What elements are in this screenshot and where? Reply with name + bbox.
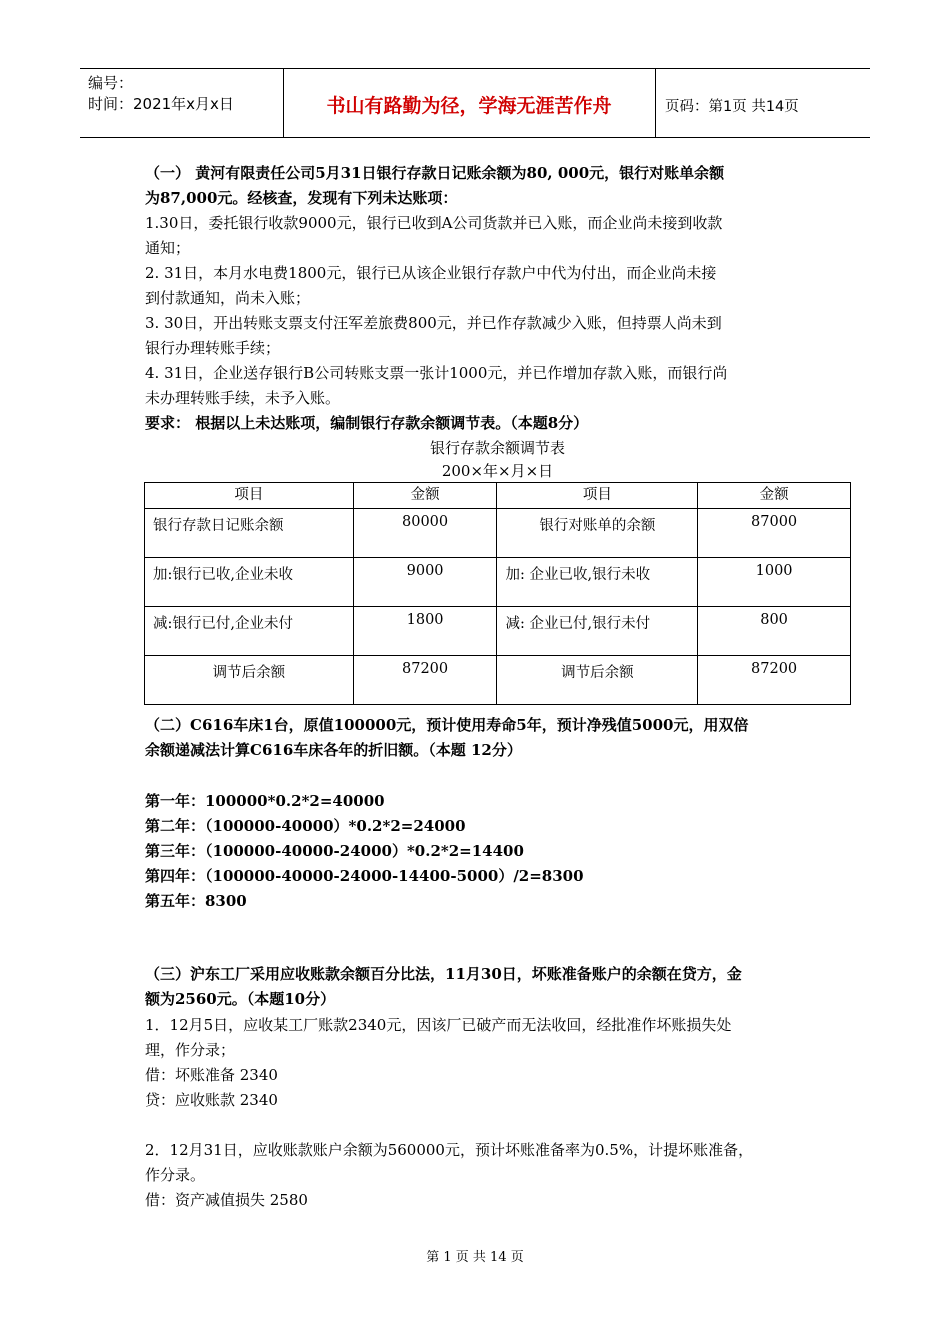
- table-cell: 9000: [353, 558, 497, 607]
- section1-item: 2. 31日，本月水电费1800元，银行已从该企业银行存款户中代为付出，而企业尚未接: [145, 264, 717, 282]
- section1-item: 到付款通知，尚未入账；: [145, 289, 311, 307]
- table-header-cell: 项目: [497, 483, 698, 509]
- table-cell: 加: 企业已收,银行未收: [497, 558, 698, 607]
- section1-item: 银行办理转账手续；: [145, 339, 281, 357]
- header-meta: [88, 73, 234, 115]
- reconciliation-table: [144, 482, 851, 705]
- section3-question: 作分录。: [145, 1166, 206, 1184]
- section1-item: 未办理转账手续，未予入账。: [145, 389, 341, 407]
- depreciation-year: 第三年：（100000-40000-24000）*0.2*2=14400: [145, 842, 524, 860]
- section3-title: （三）沪东工厂采用应收账款余额百分比法，11月30日，坏账准备账户的余额在贷方，金: [145, 965, 742, 983]
- table-cell: 调节后余额: [145, 656, 354, 705]
- table-row: [145, 607, 851, 656]
- table-cell: 减:银行已付,企业未付: [145, 607, 354, 656]
- table-row: [145, 509, 851, 558]
- table-cell: 800: [698, 607, 851, 656]
- table-cell: 87200: [353, 656, 497, 705]
- table-cell: 80000: [353, 509, 497, 558]
- table-cell: 1800: [353, 607, 497, 656]
- table-date: 200×年×月×日: [441, 462, 554, 480]
- section2-title: 余额递减法计算C616车床各年的折旧额。（本题 12分）: [145, 741, 522, 759]
- section1-item: 4. 31日，企业送存银行B公司转账支票一张计1000元，并已作增加存款入账，而银行尚: [145, 364, 728, 382]
- table-title: 银行存款余额调节表: [429, 439, 565, 457]
- header-page-info: 页码：第1页 共14页: [665, 99, 799, 115]
- page-footer: 第 1 页 共 14 页: [426, 1250, 524, 1265]
- table-cell: 调节后余额: [497, 656, 698, 705]
- section2-title: （二）C616车床1台，原值100000元，预计使用寿命5年，预计净残值5000元，用双倍: [145, 716, 749, 734]
- time-label: 时间：2021年x月x日: [88, 95, 234, 113]
- header-motto: 书山有路勤为径，学海无涯苦作舟: [326, 95, 612, 117]
- header-divider: [655, 69, 656, 137]
- table-cell: 1000: [698, 558, 851, 607]
- document-header: [80, 68, 870, 138]
- section1-requirement: 要求： 根据以上未达账项，编制银行存款余额调节表。（本题8分）: [145, 414, 589, 432]
- depreciation-year: 第二年：（100000-40000）*0.2*2=24000: [145, 817, 466, 835]
- table-cell: 87000: [698, 509, 851, 558]
- section3-question: 理，作分录；: [145, 1041, 236, 1059]
- table-cell: 87200: [698, 656, 851, 705]
- table-cell: 减: 企业已付,银行未付: [497, 607, 698, 656]
- table-header-cell: 金额: [698, 483, 851, 509]
- table-header-cell: 金额: [353, 483, 497, 509]
- section1-item: 1.30日，委托银行收款9000元，银行已收到A公司货款并已入账，而企业尚未接到收款: [145, 214, 723, 232]
- journal-entry: 贷：应收账款 2340: [145, 1091, 278, 1109]
- code-label: 编号：: [88, 74, 134, 92]
- table-header-row: [145, 483, 851, 509]
- depreciation-year: 第一年：100000*0.2*2=40000: [145, 792, 385, 810]
- section1-title: 为87,000元。经核查，发现有下列未达账项：: [145, 189, 458, 207]
- journal-entry: 借：资产减值损失 2580: [145, 1191, 308, 1209]
- table-row: [145, 558, 851, 607]
- section3-question: 1．12月5日，应收某工厂账款2340元，因该厂已破产而无法收回，经批准作坏账损失处: [145, 1016, 732, 1034]
- table-cell: 银行对账单的余额: [497, 509, 698, 558]
- section1-item: 通知；: [145, 239, 191, 257]
- section1-item: 3. 30日，开出转账支票支付汪军差旅费800元，并已作存款减少入账，但持票人尚未到: [145, 314, 722, 332]
- journal-entry: 借：坏账准备 2340: [145, 1066, 278, 1084]
- section3-question: 2．12月31日，应收账款账户余额为560000元，预计坏账准备率为0.5%，计提坏账准备，: [145, 1141, 754, 1159]
- table-cell: 加:银行已收,企业未收: [145, 558, 354, 607]
- table-header-cell: 项目: [145, 483, 354, 509]
- depreciation-year: 第五年：8300: [145, 892, 247, 910]
- section3-title: 额为2560元。（本题10分）: [145, 990, 336, 1008]
- section1-title: （一） 黄河有限责任公司5月31日银行存款日记账余额为80, 000元，银行对账单余额: [145, 164, 725, 182]
- table-cell: 银行存款日记账余额: [145, 509, 354, 558]
- table-row: [145, 656, 851, 705]
- depreciation-year: 第四年：（100000-40000-24000-14400-5000）/2=8300: [145, 867, 584, 885]
